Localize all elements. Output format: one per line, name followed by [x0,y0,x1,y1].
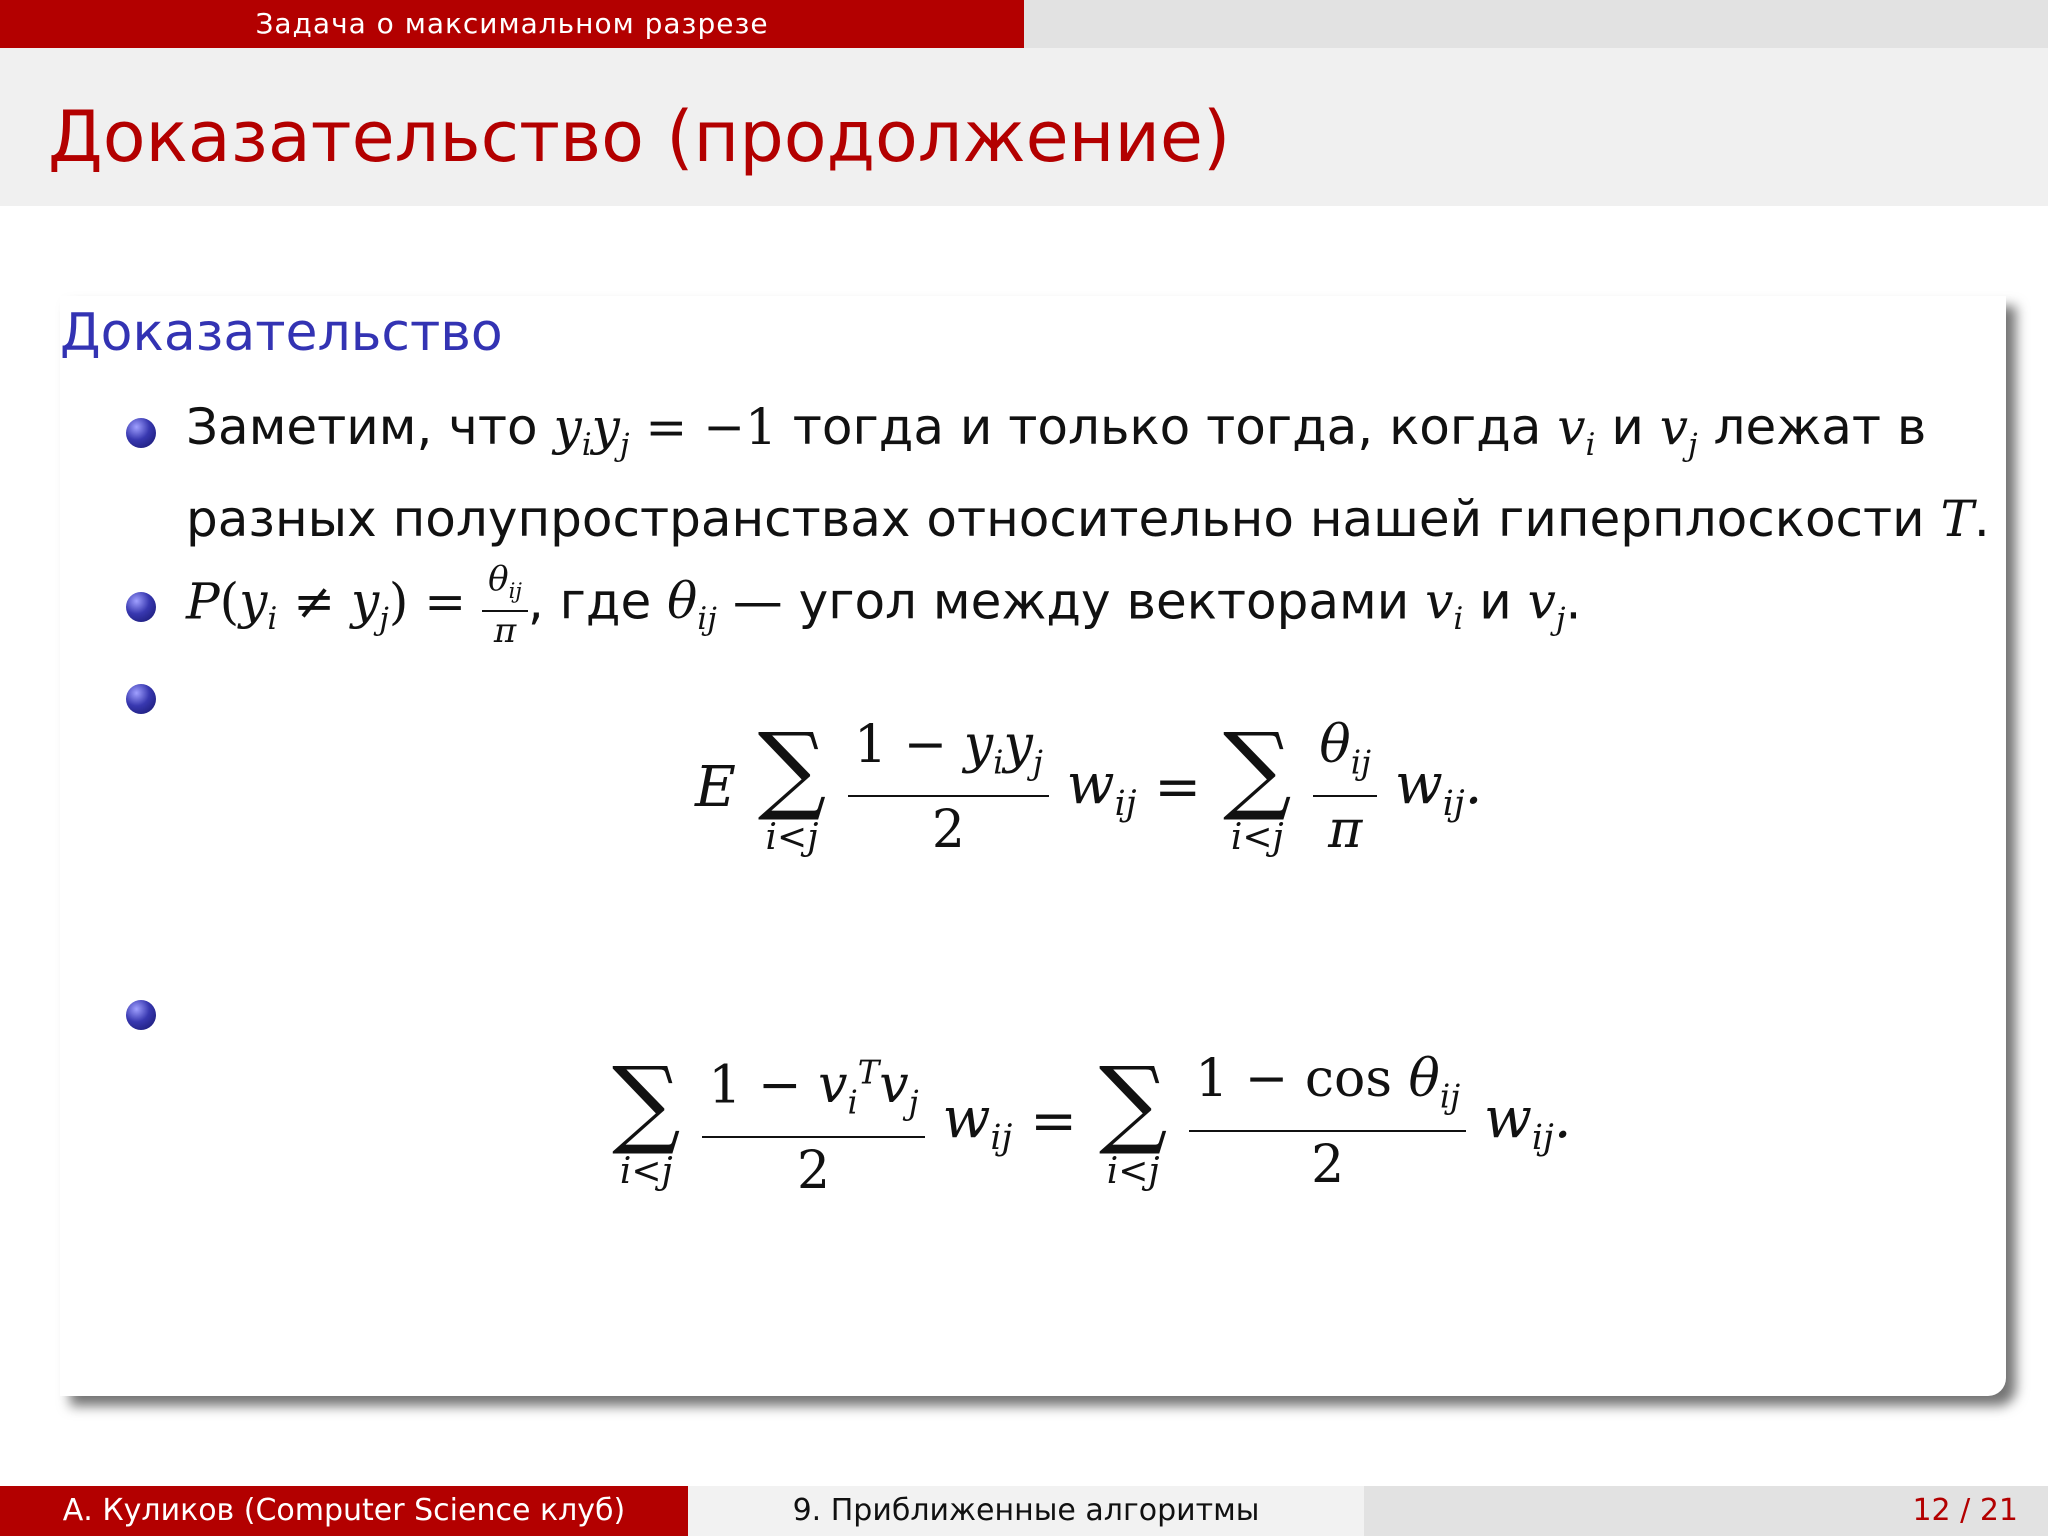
frame-title: Доказательство (продолжение) [48,96,1231,178]
footer [0,1486,2048,1536]
block-title: Доказательство [60,303,503,363]
bullet-ball-icon [126,684,156,714]
footer-page-number: 12 / 21 [1364,1486,2048,1536]
bullet-ball-icon [126,592,156,622]
proof-item-2: $P(y_i \ne y_j)$ = $\frac{\theta_{ij}}{\pi}$ , где $\theta_{ij}$ — угол между векторами $v_i$ и $v_j$. [186,559,1582,651]
fraction-theta-pi: $\frac{\theta_{ij}}{\pi}$ [482,560,528,650]
formula-yiyj: $y_iy_j$ [553,398,630,463]
equation-expectation: E ∑ i<j $\frac{1 - y_iy_j}{2}$ $w_{ij}$ = ∑ i<j $\frac{\theta_{ij}}{\pi}$ $w_{ij}$. [695,712,1482,863]
footer-author: А. Куликов (Computer Science клуб) [0,1486,688,1536]
section-title: Задача о максимальном разрезе [0,0,1024,48]
proof-item-1: Заметим, что $y_iy_j = -1$ тогда и только тогда, когда $v_i$ и $v_j$ лежат в разных полупространствах относительно нашей гиперплоскости T. [186,398,1990,548]
bullet-ball-icon [126,1000,156,1030]
footer-talk-title: 9. Приближенные алгоритмы [688,1486,1364,1536]
bullet-ball-icon [126,418,156,448]
formula-probability: P [186,572,220,631]
equation-cosine: ∑ i<j $\frac{1 - v_i^Tv_j}{2}$ $w_{ij}$ = ∑ i<j $\frac{1 - \cos \theta_{ij}}{2}$ $w_{ij}$. [608,1040,1572,1204]
